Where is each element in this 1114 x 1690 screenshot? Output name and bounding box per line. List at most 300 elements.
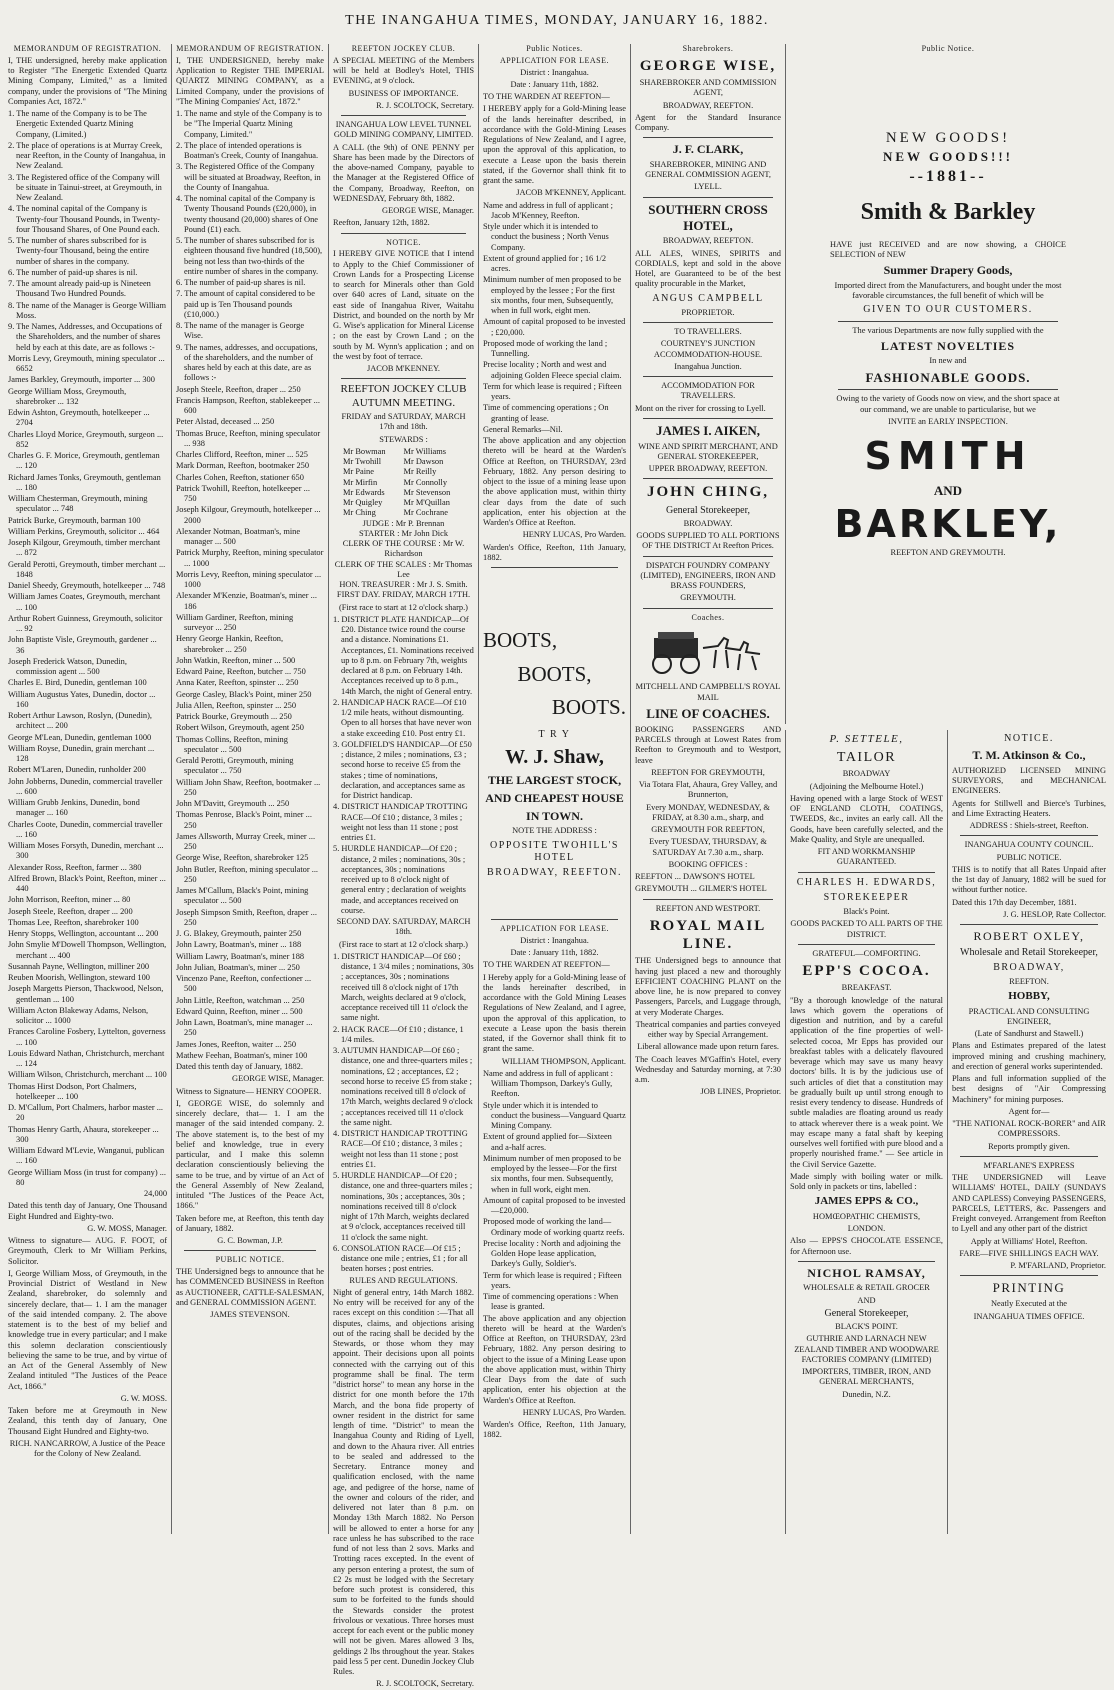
shareholder-entry: John Morrison, Reefton, miner ... 80 bbox=[8, 895, 131, 905]
public-notice-body: THE Undersigned begs to announce that he has COMMENCED BUSINESS in Reefton as AUCTIONEER, CATTLE-SALESMAN, and GENERAL COMMISSION AGENT. bbox=[176, 1267, 324, 1307]
mfarlane-signature: P. M'FARLAND, Proprietor. bbox=[1010, 1261, 1106, 1271]
booking-office: GREYMOUTH ... GILMER'S HOTEL bbox=[635, 884, 767, 894]
shareholder-entry: Gerald Perotti, Greymouth, mining speculator ... 750 bbox=[176, 756, 294, 776]
reports: Reports promptly given. bbox=[988, 1141, 1070, 1151]
proprietor-name: ANGUS CAMPBELL bbox=[652, 292, 764, 304]
shareholder-entry: Edward Quinn, Reefton, miner ... 500 bbox=[176, 1006, 303, 1016]
memo-clause: 7. The amount already paid-up is Nineteen Thousand Two Hundred Pounds. bbox=[8, 279, 151, 299]
shareholder-entry: John Jobberns, Dunedin, commercial traveller ... 600 bbox=[8, 776, 163, 796]
fit-guaranteed: FIT AND WORKMANSHIP GUARANTEED. bbox=[817, 847, 916, 867]
shareholder-entry: Thomas Lee, Reefton, sharebroker 100 bbox=[8, 917, 139, 927]
shareholder-entry: William Perkins, Greymouth, solicitor ... 464 bbox=[8, 526, 160, 536]
imported-note: Imported direct from the Manufacturers, and bought under the most favorable circumstances, the full benefit of which will be bbox=[834, 280, 1062, 301]
oxley-location: REEFTON. bbox=[1009, 977, 1049, 987]
memo-clause: 7. The amount of capital considered to be paid up is Ten Thousand pounds (£10,000.) bbox=[176, 289, 315, 319]
shareholder-entry: Alexander Ross, Reefton, farmer ... 380 bbox=[8, 862, 142, 872]
declaration: I, George William Moss, of Greymouth, in the Provincial District of Westland in New Zealand, sharebroker, do solemnly and sincerely declare, that— 1. I am the manager of the said intended company. 2. The above statement is to the best of my belief and knowledge true in every particular; and I make this solemn declaration conscientiously believing the same to be true, and by virtue of an Act of the General Assembly of New Zealand intituled "The Justices of the Peace Act, 1866." bbox=[8, 1268, 167, 1391]
steward-name: Mr Bowman bbox=[343, 446, 386, 456]
shareholder-entry: Vincenzo Pane, Reefton, confectioner ... 500 bbox=[176, 974, 312, 994]
shareholder-entry: Francis Hampson, Reefton, stablekeeper ... 600 bbox=[176, 395, 320, 415]
shareholder-entry: Alexander M'Kenzie, Boatman's, miner ... 186 bbox=[176, 591, 317, 611]
given-to-customers: GIVEN TO OUR CUSTOMERS. bbox=[863, 304, 1033, 316]
shareholder-entry: Arthur Robert Guinness, Greymouth, solicitor ... 92 bbox=[8, 613, 163, 633]
storekeeper: STOREKEEPER bbox=[823, 891, 910, 903]
shareholder-entry: William Edward M'Levie, Wanganui, publican ... 160 bbox=[8, 1146, 165, 1166]
masthead: THE INANGAHUA TIMES, MONDAY, JANUARY 16, 1882. bbox=[345, 13, 769, 28]
column-6b bbox=[947, 730, 1110, 1534]
ching-address: BROADWAY. bbox=[683, 518, 733, 528]
shareholder-entry: Thomas Henry Garth, Ahaura, storekeeper ... 300 bbox=[8, 1124, 159, 1144]
signatory: GEORGE WISE, Manager. bbox=[232, 1074, 324, 1084]
boots-line: BOOTS, bbox=[483, 628, 558, 652]
race-entry: 5. HURDLE HANDICAP—Of £20 ; distance, 2 miles ; nominations, 30s ; acceptances, 30s ; nominations received up to 8 o'clock night of general entry ; declaration of weights made, and acceptances received on course. bbox=[333, 844, 466, 915]
shareholder-entry: James Jones, Reefton, waiter ... 250 bbox=[176, 1039, 297, 1049]
ramsay-location: BLACK'S POINT. bbox=[835, 1322, 898, 1332]
dated-line: Dated this tenth day of January, 1882. bbox=[176, 1062, 303, 1071]
lease-detail: Minimum number of men proposed to be employed by the lessee—For the first six months, four men. Subsequently, when in full work, eight men. bbox=[483, 1153, 622, 1194]
shareholder-entry: George Casley, Black's Point, miner 250 bbox=[176, 689, 312, 699]
memo-clause: 5. The number of shares subscribed for is Twenty-four Thousand, being the entire number of shares in the company. bbox=[8, 236, 149, 266]
justice-signature: G. C. Bowman, J.P. bbox=[217, 1236, 283, 1245]
shareholder-entry: Reuben Moorish, Wellington, steward 100 bbox=[8, 973, 150, 982]
steward-name: Mr M'Quillan bbox=[403, 498, 450, 508]
mfarlane-apply: Apply at Williams' Hotel, Reefton. bbox=[970, 1236, 1088, 1246]
lease-detail: General Remarks—Nil. bbox=[483, 424, 563, 434]
lease-body: I Hereby apply for a Gold-Mining lease of the lands hereinafter described, in accordance with the Gold Mining Leases Regulations of New Zealand, and I agree, upon the approval of this application, to execute a Lease upon the basis therein stated, if the Governor shall think fit to grant the same. bbox=[483, 972, 626, 1054]
shareholder-entry: Thomas Hirst Dodson, Port Chalmers, hotelkeeper ... 100 bbox=[8, 1081, 137, 1101]
southern-cross-body: ALL ALES, WINES, SPIRITS and CORDIALS, kept and sold in the above Hotel, are Guaranteed to be of the best quality procurable in the Market, bbox=[635, 248, 781, 289]
tunnel-date: Reefton, January 12th, 1882. bbox=[333, 218, 430, 228]
memo-clauses bbox=[8, 109, 167, 353]
lease-detail: Style under which it is intended to conduct the business ; North Venus Company. bbox=[483, 222, 609, 252]
shareholder-entry: Richard James Tonks, Greymouth, gentleman ... 180 bbox=[8, 472, 161, 492]
route-days: Every MONDAY, WEDNESDAY, & FRIDAY, at 8.30 a.m., sharp, and bbox=[646, 802, 770, 822]
royal-mail-body: THE Undersigned begs to announce that having just placed a new and thoroughly EFFICIENT COACHING PLANT on the above line, he is now prepared to convey Passengers, Parcels, and Luggage through, at very Moderate Charges. bbox=[635, 956, 781, 1017]
shareholder-entry: William Lawry, Boatman's, miner 188 bbox=[176, 951, 305, 961]
lease-details bbox=[483, 201, 626, 436]
hobby-late: (Late of Sandhurst and Stawell.) bbox=[974, 1029, 1084, 1039]
ramsay-general: General Storekeeper, bbox=[824, 1307, 909, 1319]
times-office: INANGAHUA TIMES OFFICE. bbox=[973, 1311, 1085, 1321]
wise-agent: Agent for the Standard Insurance Company. bbox=[635, 112, 781, 133]
column-header: Public Notices. bbox=[526, 44, 583, 53]
shareholder-entry: Anna Kater, Reefton, spinster ... 250 bbox=[176, 678, 299, 688]
county-signature: J. G. HESLOP, Rate Collector. bbox=[1003, 909, 1106, 919]
try-label: T R Y bbox=[538, 728, 571, 740]
grateful: GRATEFUL—COMFORTING. bbox=[812, 948, 921, 958]
clark-name: J. F. CLARK, bbox=[672, 142, 744, 157]
signatory: G. W. MOSS. bbox=[120, 1393, 167, 1403]
shareholder-entry: Charles Clifford, Reefton, miner ... 525 bbox=[176, 450, 308, 459]
declaration: I, GEORGE WISE, do solemnly and sincerely declare, that— 1. I am the manager of the said intended company. 2. The above statement is, to the best of my belief and knowledge, true in every particular, and I make this solemn declaration conscientiously believing the same to be true, and by virtue of an Act of the General Assembly of New Zealand, intituled "The Justices of the Peace Act, 1866." bbox=[176, 1098, 324, 1211]
london: LONDON. bbox=[847, 1224, 886, 1234]
atkinson-agents: Agents for Stillwell and Bierce's Turbines, and Lime Extracting Heaters. bbox=[952, 798, 1106, 818]
lease-hearing: The above application and any objection thereto will be heard at the Warden's Office at Reefton, on THURSDAY, 23rd February, 1882. Any person desiring to object to the issue of a mining lease upon the above application must, within thirty clear days from the date of such application, enter his objection at the Warden's Office at Reefton. bbox=[483, 436, 626, 527]
tailor: TAILOR bbox=[836, 750, 897, 766]
column-4 bbox=[478, 44, 630, 1534]
county-date: Dated this 17th day December, 1881. bbox=[952, 897, 1077, 907]
column-header: Sharebrokers. bbox=[682, 44, 734, 53]
shareholder-entry: Patrick Bourke, Greymouth ... 250 bbox=[176, 712, 292, 721]
boots-line: BOOTS, bbox=[517, 661, 592, 686]
public-notice: PUBLIC NOTICE. bbox=[996, 852, 1062, 862]
firm-intro: HAVE just RECEIVED and are now showing, a CHOICE SELECTION of NEW bbox=[830, 239, 1066, 259]
shareholder-entry: John Lawry, Boatman's, miner ... 188 bbox=[176, 940, 302, 950]
route: REEFTON FOR GREYMOUTH, bbox=[651, 767, 765, 777]
tailor-address: BROADWAY bbox=[842, 769, 891, 779]
edwards-name: CHARLES H. EDWARDS, bbox=[796, 876, 937, 888]
shareholder-entry: Gerald Perotti, Greymouth, timber merchant ... 1848 bbox=[8, 559, 166, 579]
memo-clause: 1. The name of the Company is to be The Energetic Extended Quartz Mining Company, (Limited.) bbox=[8, 109, 147, 139]
booking-body: BOOKING PASSENGERS AND PARCELS through at Lowest Rates from Reefton to Greymouth and to Westport, leave bbox=[635, 724, 781, 765]
official-entry: HON. TREASURER : Mr J. S. Smith. bbox=[339, 580, 468, 590]
lease-district: District : Inangahua. bbox=[520, 67, 589, 77]
new-goods-2: NEW GOODS!!! bbox=[882, 149, 1013, 165]
taken-before: Taken before me, at Reefton, this tenth day of January, 1882. bbox=[176, 1213, 324, 1233]
lease-detail: Proposed mode of working the land—Ordinary mode of working quartz reefs. bbox=[483, 1217, 625, 1237]
lease-office: Warden's Office, Reefton, 11th January, 1882. bbox=[483, 542, 626, 562]
race-entry: 4. DISTRICT HANDICAP TROTTING RACE—Of £10 ; distance, 3 miles ; weight not less than 11 stone ; post entries £1. bbox=[333, 1129, 468, 1169]
ramsay-desc: WHOLESALE & RETAIL GROCER bbox=[803, 1283, 930, 1293]
steward-name: Mr Ching bbox=[343, 508, 376, 518]
first-day-title: FIRST DAY. FRIDAY, MARCH 17TH. bbox=[336, 590, 471, 600]
address-line: BROADWAY, REEFTON. bbox=[487, 866, 622, 878]
oxley-address: BROADWAY, bbox=[993, 961, 1065, 973]
coach-illustration-icon bbox=[648, 628, 768, 676]
note-address: NOTE THE ADDRESS : bbox=[512, 826, 597, 836]
lease-detail: Extent of ground applied for ; 16 1/2 acres. bbox=[483, 253, 607, 273]
memo-clause: 1. The name and style of the Company is to be "The Imperial Quartz Mining Company, Limited." bbox=[176, 109, 322, 139]
shareholder-entry: James M'Callum, Black's Point, mining speculator ... 500 bbox=[176, 886, 309, 906]
shareholder-entry: Robert Wilson, Greymouth, agent 250 bbox=[176, 723, 304, 733]
shareholder-list bbox=[8, 354, 167, 1188]
largest-stock: THE LARGEST STOCK, bbox=[487, 773, 622, 788]
witness: Witness to Signature— HENRY COOPER. bbox=[176, 1086, 322, 1096]
lease-detail: Precise locality : North and adjoining the Golden Hope lease application, Darkey's Gully, Soldier's. bbox=[483, 1238, 621, 1269]
second-day-title: SECOND DAY. SATURDAY, MARCH 18th. bbox=[336, 917, 471, 937]
shareholder-entry: William James Coates, Greymouth, merchant ... 100 bbox=[8, 592, 161, 612]
memo-clauses bbox=[176, 109, 324, 384]
shareholder-entry: William Augustus Yates, Dunedin, doctor ... 160 bbox=[8, 689, 156, 709]
rules-body: Night of general entry, 14th March 1882. No entry will be received for any of the races except on this condition :—That all disputes, claims, and objections arising out of the racing shall be decided by the Stewards, or those whom they may appoint. Their decisions upon all points connected with the carrying out of this programme shall be final. The term "district horse" to mean any horse in the district for one month before the 17th March, and the bona fide property of owner resident in the district for same length of time. "District" to mean the Inangahua County and Riding of Lyell, and down to the Ahaura river. All entries to be sealed and addressed to the Secretary. Entrance money and qualification enclosed, with the name age, and pedigree of the horse, name of the owner and colours of the rider, and delivered not later than 8 p.m. on Monday 13th March 1882. No Person will be allowed to enter a horse for any race unless he has subscribed to the race fund of not less than 2 sovs. Marks and Trotting races excepted. In the event of any person entering a protest, the sum of £2 2s must be lodged with the Secretary before such protest is considered, this sum to be forfeited to the funds should the Stewards consider the protest frivolous or vexatious. Three horses must accept for each event or the public money will not be given. Mares allowed 3 lbs, geldings 2 lbs throughout the year. Stakes paid less 5 per cent. Dunedin Jockey Club Rules. bbox=[333, 1287, 474, 1677]
shareholder-entry: Edward Paine, Reefton, butcher ... 750 bbox=[176, 667, 306, 676]
year: --1881-- bbox=[909, 167, 987, 185]
lease-date: Date : January 11th, 1882. bbox=[510, 79, 599, 89]
wise-address: BROADWAY, REEFTON. bbox=[662, 100, 754, 110]
shareholder-entry: Robert Arthur Lawson, Roslyn, (Dunedin), architect ... 200 bbox=[8, 711, 152, 731]
lease-detail: Extent of ground applied for—Sixteen and a-half acres. bbox=[483, 1132, 612, 1152]
shaw-name: W. J. Shaw, bbox=[505, 746, 604, 769]
ramsay-name: NICHOL RAMSAY, bbox=[807, 1265, 926, 1280]
steward-name: Mr Mirfin bbox=[343, 477, 378, 487]
breakfast: BREAKFAST. bbox=[841, 983, 892, 993]
memo-clause: 4. The nominal capital of the Company is Twenty-four Thousand Pounds, in Twenty-four Thousand Shares, of One Pound each. bbox=[8, 204, 160, 234]
lease-hearing: The above application and any objection thereto will be heard at the Warden's Office at Reefton, on THURSDAY, 23rd February, 1882. Any person desiring to object to the issue of a Mining Lease upon the above application must, within Thirty Clear Days from the date of such application, enter his objection at the Warden's Office at Reefton. bbox=[483, 1313, 626, 1405]
official-entry: CLERK OF THE COURSE : Mr W. Richardson bbox=[342, 539, 465, 559]
shareholder-entry: George Wise, Reefton, sharebroker 125 bbox=[176, 853, 309, 863]
shareholder-entry: Charles E. Bird, Dunedin, gentleman 100 bbox=[8, 678, 147, 688]
notice-title: NOTICE. bbox=[1004, 733, 1054, 744]
hobby-desc: PRACTICAL AND CONSULTING ENGINEER, bbox=[968, 1006, 1090, 1026]
invite: INVITE an EARLY INSPECTION. bbox=[888, 416, 1008, 426]
lease-detail: Minimum number of men proposed to be employed by the lessee ; For the first six months, four men, Subsequently, when in full work, eight men. bbox=[483, 275, 622, 315]
race-entry: 2. HANDICAP HACK RACE—Of £10 1/2 mile heats, without dismounting. Open to all horses that have never won a stake exceeding £10. Post entry £1. bbox=[333, 697, 472, 738]
shareholder-entry: James Barkley, Greymouth, importer ... 300 bbox=[8, 375, 155, 385]
shareholder-entry: Joseph Steele, Reefton, draper ... 200 bbox=[8, 906, 133, 916]
steward-name: Mr Cochrane bbox=[403, 508, 448, 518]
race-list bbox=[333, 615, 474, 916]
fashionable-goods: FASHIONABLE GOODS. bbox=[865, 369, 1031, 385]
shareholder-entry: Henry George Hankin, Reefton, sharebroker ... 250 bbox=[176, 634, 284, 654]
memo-clause: 9. The Names, Addresses, and Occupations of the Shareholders, and the number of shares held by each at this date, are as follows :- bbox=[8, 322, 163, 352]
shareholder-list bbox=[176, 385, 324, 1062]
column-2 bbox=[171, 44, 328, 1534]
lease-detail: Style under which it is intended to conduct the business—Vanguard Quartz Mining Company. bbox=[483, 1100, 626, 1131]
atkinson-address: ADDRESS : Shiels-street, Reefton. bbox=[969, 821, 1089, 831]
steward-name: Mr Stevenson bbox=[403, 487, 451, 497]
oxley-name: ROBERT OXLEY, bbox=[973, 929, 1085, 944]
shareholder-entry: J. G. Blakey, Greymouth, painter 250 bbox=[176, 929, 302, 938]
departments: The various Departments are now fully supplied with the bbox=[852, 325, 1044, 335]
officials bbox=[333, 519, 474, 591]
shareholder-entry: Patrick Burke, Greymouth, barman 100 bbox=[8, 515, 141, 525]
lease-detail: Precise locality ; North and west and adjoining Golden Fleece special claim. bbox=[483, 360, 622, 380]
epps-cocoa: EPP'S COCOA. bbox=[802, 963, 931, 980]
signatory: G. W. MOSS, Manager. bbox=[87, 1223, 167, 1233]
smith: SMITH bbox=[864, 434, 1032, 479]
shareholder-entry: John Baptiste Visle, Greymouth, gardener ... 36 bbox=[8, 635, 157, 655]
shareholder-entry: Peter Alstad, deceased ... 250 bbox=[176, 417, 275, 427]
lease-detail: Amount of capital proposed to be invested—£20,000. bbox=[483, 1195, 626, 1216]
aiken-address: UPPER BROADWAY, REEFTON. bbox=[648, 464, 768, 474]
cheapest-house: AND CHEAPEST HOUSE bbox=[485, 791, 624, 806]
wise-desc: SHAREBROKER AND COMMISSION AGENT, bbox=[639, 78, 777, 98]
total-shares: 24,000 bbox=[143, 1189, 167, 1198]
race-entry: 3. GOLDFIELD'S HANDICAP—Of £50 ; distance, 2 miles ; nominations, £3 ; second horse to receive £5 from the stakes ; time of nominations, declaration, and acceptances same as for District handicap. bbox=[333, 739, 472, 801]
royal-mail-liberal: Liberal allowance made upon return fares. bbox=[637, 1042, 779, 1052]
printing: PRINTING bbox=[992, 1280, 1066, 1296]
autumn-meeting-title: REEFTON JOCKEY CLUB AUTUMN MEETING. bbox=[340, 383, 467, 409]
first-day-note: (First race to start at 12 o'clock sharp.) bbox=[339, 602, 468, 612]
travellers-title: TO TRAVELLERS. bbox=[674, 327, 742, 337]
blacks-point: Black's Point. bbox=[843, 907, 890, 917]
lease-applicant: WILLIAM THOMPSON, Applicant. bbox=[501, 1056, 626, 1066]
steward-name: Mr Connolly bbox=[403, 477, 448, 487]
dated-line: Dated this tenth day of January, One Thousand Eight Hundred and Eighty-two. bbox=[8, 1201, 167, 1221]
race-entry: 1. DISTRICT PLATE HANDICAP—Of £20. Distance twice round the course and a distance. Nominations £1. Acceptances, £1. Nominations received up to 8 p.m. on February 7th, weights declared at 8 p.m. on February 14th. Acceptances received up to 8 p.m., 14th March, the night of General entry. bbox=[333, 614, 474, 696]
shareholder-entry: William Moses Forsyth, Dunedin, merchant ... 300 bbox=[8, 841, 164, 861]
shareholder-entry: Mark Dorman, Reefton, bootmaker 250 bbox=[176, 461, 310, 471]
shareholder-entry: Charles Cohen, Reefton, stationer 650 bbox=[176, 472, 304, 482]
second-day-note: (First race to start at 12 o'clock sharp.) bbox=[339, 939, 468, 949]
shareholder-entry: Joseph Kilgour, Greymouth, timber merchant ... 872 bbox=[8, 538, 161, 558]
aiken-desc: WINE AND SPIRIT MERCHANT, AND GENERAL STOREKEEPER, bbox=[638, 441, 778, 461]
steward-name: Mr Williams bbox=[403, 446, 447, 456]
lease-detail: Time of commencing operations ; On granting of lease. bbox=[483, 403, 609, 423]
rules-signature: R. J. SCOLTOCK, Secretary. bbox=[376, 1679, 474, 1689]
witness: Witness to signature— AUG. F. FOOT, of Greymouth, Clerk to Mr William Perkins, Solicitor. bbox=[8, 1236, 167, 1266]
wise-name: GEORGE WISE, bbox=[639, 57, 777, 74]
lease-signature: HENRY LUCAS, Pro Warden. bbox=[522, 530, 626, 540]
notice-body: I HEREBY GIVE NOTICE that I intend to Apply to the Chief Commissioner of Crown Lands for a Prospecting License to search for Minerals other than Gold over 640 acres of Land, situate on the east side of Inangahua River, Waitahu District, and bounded on the north by Mr G. Wise's application for Mineral License ; on the east by Crown Land ; on the south by M. Wynn's application ; and on the west by foot of terrace. bbox=[333, 249, 474, 361]
memo-clause: 6. The number of paid-up shares is nil. bbox=[176, 278, 306, 287]
ching-desc: General Storekeeper, bbox=[666, 504, 750, 516]
official-entry: CLERK OF THE SCALES : Mr Thomas Lee bbox=[334, 559, 473, 579]
goods-packed: GOODS PACKED TO ALL PARTS OF THE DISTRICT. bbox=[790, 919, 943, 939]
shareholder-entry: James Allsworth, Murray Creek, miner ... 250 bbox=[176, 831, 316, 851]
shareholder-entry: William Grubb Jenkins, Dunedin, bond manager ... 160 bbox=[8, 798, 140, 818]
steward-name: Mr Edwards bbox=[343, 487, 385, 497]
lease-title: APPLICATION FOR LEASE. bbox=[499, 924, 609, 934]
memo-clause: 6. The number of paid-up shares is nil. bbox=[8, 267, 138, 277]
shareholder-entry: Mathew Feehan, Boatman's, miner 100 bbox=[176, 1050, 308, 1060]
race-entry: 2. HACK RACE—Of £10 ; distance, 1 1/4 miles. bbox=[333, 1024, 464, 1044]
shareholder-entry: John Watkin, Reefton, miner ... 500 bbox=[176, 655, 296, 665]
aiken-name: JAMES I. AIKEN, bbox=[655, 422, 761, 438]
race-entry: 1. DISTRICT HANDICAP—Of £60 ; distance, 1 3/4 miles ; nominations, 30s ; acceptances, 30s ; nominations received till 8 o'clock night of 17th March, weights declared at 9 o'clock, acceptance received till 11 o'clock the same night. bbox=[333, 951, 474, 1023]
memo-intro: I, THE undersigned, hereby make application to Register "The Energetic Extended Quartz Mining Company, Limited," as a limited company, under the provisions of "The Mining Companies Act, 1872." bbox=[8, 55, 167, 106]
shareholder-entry: George William Moss (in trust for company) ... 80 bbox=[8, 1167, 166, 1187]
epps-body: "By a thorough knowledge of the natural laws which govern the operations of digestion and nutrition, and by a careful application of the fine properties of well-selected cocoa, Mr Epps has provided our breakfast tables with a delicately flavoured beverage which may save us many heavy doctors' bills. It is by the judicious use of such articles of diet that a constitution may be gradually built up until strong enough to resist every tendency to disease. Hundreds of subtle maladies are floating around us ready to attack wherever there is a weak point. We may escape many a fatal shaft by keeping ourselves well fortified with pure blood and a properly nourished frame." — See article in the Civil Service Gazette. bbox=[790, 995, 943, 1169]
lease-detail: Time of commencing operations : When lease is granted. bbox=[483, 1292, 619, 1312]
james-epps: JAMES EPPS & CO., bbox=[814, 1195, 919, 1208]
lease-district: District : Inangahua. bbox=[520, 935, 589, 945]
accommodation-note: Mont on the river for crossing to Lyell. bbox=[635, 403, 766, 413]
steward-name: Mr Dawson bbox=[403, 457, 444, 467]
justice-signature: RICH. NANCARROW, A Justice of the Peace for the Colony of New Zealand. bbox=[9, 1438, 166, 1458]
column-5 bbox=[630, 44, 785, 1534]
shareholder-entry: William Acton Blakeway Adams, Nelson, solicitor ... 1000 bbox=[8, 1005, 149, 1025]
lease-applicant: JACOB M'KENNEY, Applicant. bbox=[516, 188, 626, 198]
column-1 bbox=[4, 44, 171, 1534]
memo-clause: 2. The place of operations is at Murray Creek, near Reefton, in the County of Inangahua, in New Zealand. bbox=[8, 140, 166, 171]
rock-borer: "THE NATIONAL ROCK-BORER" and AIR COMPRESSORS. bbox=[952, 1119, 1106, 1139]
ching-goods: GOODS SUPPLIED TO ALL PORTIONS OF THE DISTRICT At Reefton Prices. bbox=[636, 531, 780, 551]
column-6-top bbox=[785, 44, 1110, 724]
tunnel-title: INANGAHUA LOW LEVEL TUNNEL GOLD MINING COMPANY, LIMITED. bbox=[333, 120, 474, 140]
royal-mail-line: ROYAL MAIL LINE. bbox=[649, 917, 767, 953]
mail-title: MITCHELL AND CAMPBELL'S ROYAL MAIL bbox=[635, 682, 781, 702]
shareholder-entry: Alexander Notman, Boatman's, mine manager ... 500 bbox=[176, 526, 301, 546]
epps-made: Made simply with boiling water or milk. Sold only in packets or tins, labelled : bbox=[790, 1171, 943, 1192]
race-entry: 6. CONSOLATION RACE—Of £15 ; distance one mile ; entries, £1 ; for all beaten horses ; post entries. bbox=[333, 1243, 468, 1274]
shareholder-entry: John Lawn, Boatman's, mine manager ... 250 bbox=[176, 1018, 313, 1038]
royal-mail-coach: The Coach leaves M'Gaffin's Hotel, every Wednesday and Saturday morning, at 7:30 a.m. bbox=[635, 1054, 781, 1085]
tunnel-signature: GEORGE WISE, Manager. bbox=[382, 206, 474, 215]
race-entry: 4. DISTRICT HANDICAP TROTTING RACE—Of £10 ; distance, 3 miles ; weight not less than 11 stone ; post entries £1. bbox=[333, 802, 468, 843]
lease-detail: Term for which lease is required ; Fifteen years. bbox=[483, 1270, 622, 1290]
memo-clause: 4. The nominal capital of the Company is Twenty Thousand Pounds (£20,000), in twenty thousand (20,000) shares of One Pound (£1) each. bbox=[176, 194, 318, 234]
shareholder-entry: Thomas Collins, Reefton, mining speculator ... 500 bbox=[176, 734, 288, 754]
shareholder-entry: Morris Levy, Reefton, mining speculator ... 1000 bbox=[176, 569, 322, 589]
tunnel-body: A CALL (the 9th) of ONE PENNY per Share has been made by the Directors of the above-named Company, payable to the Manager at the Registered Office of the Company, Broadway, Reefton, on WEDNESDAY, February 8th, 1882. bbox=[333, 142, 474, 203]
lease-signature: HENRY LUCAS, Pro Warden. bbox=[522, 1407, 626, 1417]
shareholder-entry: D. M'Callum, Port Chalmers, harbor master ... 20 bbox=[8, 1103, 164, 1123]
royal-mail-theatrical: Theatrical companies and parties conveyed either way by Special Arrangement. bbox=[635, 1019, 781, 1040]
lease-office: Warden's Office, Reefton, 11th January, 1882. bbox=[483, 1420, 626, 1440]
hobby-plans: Plans and full information supplied of the best designs of "Air Compressing Machinery" for mining purposes. bbox=[952, 1074, 1106, 1104]
steward-name: Mr Quigley bbox=[343, 498, 383, 508]
shareholder-entry: William Gardiner, Reefton, mining surveyor ... 250 bbox=[176, 612, 294, 632]
lease-detail: Name and address in full of applicant : William Thompson, Darkey's Gully, Reefton. bbox=[483, 1068, 614, 1099]
shareholder-entry: Henry Stopps, Wellington, accountant ... 200 bbox=[8, 929, 159, 938]
firm-name: Smith & Barkley bbox=[860, 199, 1036, 226]
shareholder-entry: John Smylie M'Dowell Thompson, Wellington, merchant ... 400 bbox=[8, 940, 167, 960]
clark-desc: SHAREBROKER, MINING AND GENERAL COMMISSION AGENT, bbox=[645, 159, 771, 180]
proprietor-label: PROPRIETOR. bbox=[681, 307, 735, 317]
shareholder-entry: Charles Coote, Dunedin, commercial traveller ... 160 bbox=[8, 819, 163, 839]
summer-drapery: Summer Drapery Goods, bbox=[883, 263, 1013, 278]
hobby-name: HOBBY, bbox=[1008, 990, 1050, 1003]
mfarlane-fare: FARE—FIVE SHILLINGS EACH WAY. bbox=[959, 1248, 1099, 1258]
meeting-business: BUSINESS OF IMPORTANCE. bbox=[348, 88, 459, 98]
shareholder-entry: John Little, Reefton, watchman ... 250 bbox=[176, 995, 305, 1005]
firm-location: REEFTON AND GREYMOUTH. bbox=[890, 547, 1006, 557]
shareholder-entry: William Chesterman, Greymouth, mining speculator ... 748 bbox=[8, 494, 148, 514]
lease-details bbox=[483, 1069, 626, 1313]
courtney-location: Inangahua Junction. bbox=[674, 361, 742, 371]
shareholder-entry: Frances Caroline Fosbery, Lyttelton, governess ... 100 bbox=[8, 1027, 166, 1047]
epps-also: Also — EPPS'S CHOCOLATE ESSENCE, for Afternoon use. bbox=[790, 1236, 943, 1256]
county-body: THIS is to notify that all Rates Unpaid after the 1st day of January, 1882 will be sued for without further notice. bbox=[952, 864, 1106, 895]
stewards-label: STEWARDS : bbox=[379, 434, 428, 444]
shareholder-entry: William Wilson, Christchurch, merchant ... 100 bbox=[8, 1070, 167, 1080]
meeting-signature: R. J. SCOLTOCK, Secretary. bbox=[376, 100, 474, 110]
shareholder-entry: Joseph Steele, Reefton, draper ... 250 bbox=[176, 384, 301, 394]
column-header: Public Notice. bbox=[921, 44, 975, 53]
public-notice-signature: JAMES STEVENSON. bbox=[210, 1310, 290, 1319]
column-header: MEMORANDUM OF REGISTRATION. bbox=[13, 44, 162, 53]
lease-body: I HEREBY apply for a Gold-Mining lease of the lands hereinafter described, in accordance with the Gold-Mining Leases Regulations of New Zealand, and I agree, upon the approval of this application, to execute a Lease upon the basis therein stated, if the Governor shall think fit to grant the same. bbox=[483, 104, 626, 185]
foundry-body: DISPATCH FOUNDRY COMPANY (LIMITED), ENGINEERS, IRON AND BRASS FOUNDERS, bbox=[640, 560, 776, 591]
memo-clause: 3. The Registered Office of the Company will be situated at Broadway, Reefton, in the County of Inangahua. bbox=[176, 162, 321, 192]
memo-intro: I, THE UNDERSIGNED, hereby make Application to Register THE IMPERIAL QUARTZ MINING COMPANY, as a Limited Company, under the provisions of "The Mining Companies' Act, 1872." bbox=[176, 55, 324, 106]
shareholder-entry: Louis Edward Nathan, Christchurch, merchant ... 124 bbox=[8, 1048, 165, 1068]
shareholder-entry: Susannah Payne, Wellington, milliner 200 bbox=[8, 961, 150, 971]
shareholder-entry: Charles Lloyd Morice, Greymouth, surgeon ... 852 bbox=[8, 429, 164, 449]
public-notice-title: PUBLIC NOTICE. bbox=[215, 1255, 285, 1265]
neatly-executed: Neatly Executed at the bbox=[990, 1299, 1068, 1309]
homoeopathic: HOMŒOPATHIC CHEMISTS, bbox=[812, 1211, 921, 1221]
tailor-body: Having opened with a large Stock of WEST OF ENGLAND CLOTH, COATINGS, TWEEDS, &c., invites an early call. All the Goods, have been carefully selected, and the Make Quality, and Style are unequalled. bbox=[790, 793, 943, 844]
race-entry: 3. AUTUMN HANDICAP—Of £60 ; distance, one and three-quarters miles ; nominations, £2 ; acceptances, £2 ; second horse to receive £5 from stake ; nominations received till 8 o'clock of 17th March, weights declared 9 o'clock ; acceptances received till 11 o'clock the same night. bbox=[333, 1046, 473, 1127]
shareholder-entry: Charles G. F. Morice, Greymouth, gentleman ... 120 bbox=[8, 451, 160, 471]
steward-name: Mr Paine bbox=[343, 467, 374, 477]
memo-clause: 8. The name of the Manager is George William Moss. bbox=[8, 300, 167, 320]
shareholder-entry: Morris Levy, Greymouth, mining speculator ... 6652 bbox=[8, 353, 165, 373]
official-entry: STARTER : Mr John Dick bbox=[358, 528, 449, 538]
shareholder-entry: William Royse, Dunedin, grain merchant ... 128 bbox=[8, 743, 155, 763]
notice-title: NOTICE. bbox=[386, 237, 421, 247]
in-town: IN TOWN. bbox=[526, 808, 583, 823]
memo-clause: 2. The place of intended operations is Boatman's Creek, County of Inangahua. bbox=[176, 140, 319, 160]
lease-date: Date : January 11th, 1882. bbox=[510, 948, 599, 958]
guthrie-larnach: GUTHRIE AND LARNACH NEW ZEALAND TIMBER AND WOODWARE FACTORIES COMPANY (LIMITED) bbox=[794, 1334, 939, 1364]
reefton-westport: REEFTON AND WESTPORT. bbox=[655, 903, 761, 913]
lease-title: APPLICATION FOR LEASE. bbox=[499, 55, 609, 65]
steward-name: Mr Reilly bbox=[403, 467, 437, 477]
rules-title: RULES AND REGULATIONS. bbox=[349, 1275, 458, 1285]
club-header: REEFTON JOCKEY CLUB. bbox=[351, 44, 456, 53]
booking-offices-label: BOOKING OFFICES : bbox=[668, 859, 748, 869]
guthrie-importers: IMPORTERS, TIMBER, IRON, AND GENERAL MERCHANTS, bbox=[802, 1367, 931, 1387]
boots-line: BOOTS. bbox=[551, 695, 626, 720]
memo-clause: 8. The name of the manager is George Wise. bbox=[176, 321, 305, 341]
guthrie-location: Dunedin, N.Z. bbox=[842, 1389, 891, 1399]
coaches-header: Coaches. bbox=[691, 612, 725, 622]
shareholder-entry: Julia Allen, Reefton, spinster ... 250 bbox=[176, 700, 297, 710]
agent-for: Agent for— bbox=[1008, 1106, 1050, 1116]
